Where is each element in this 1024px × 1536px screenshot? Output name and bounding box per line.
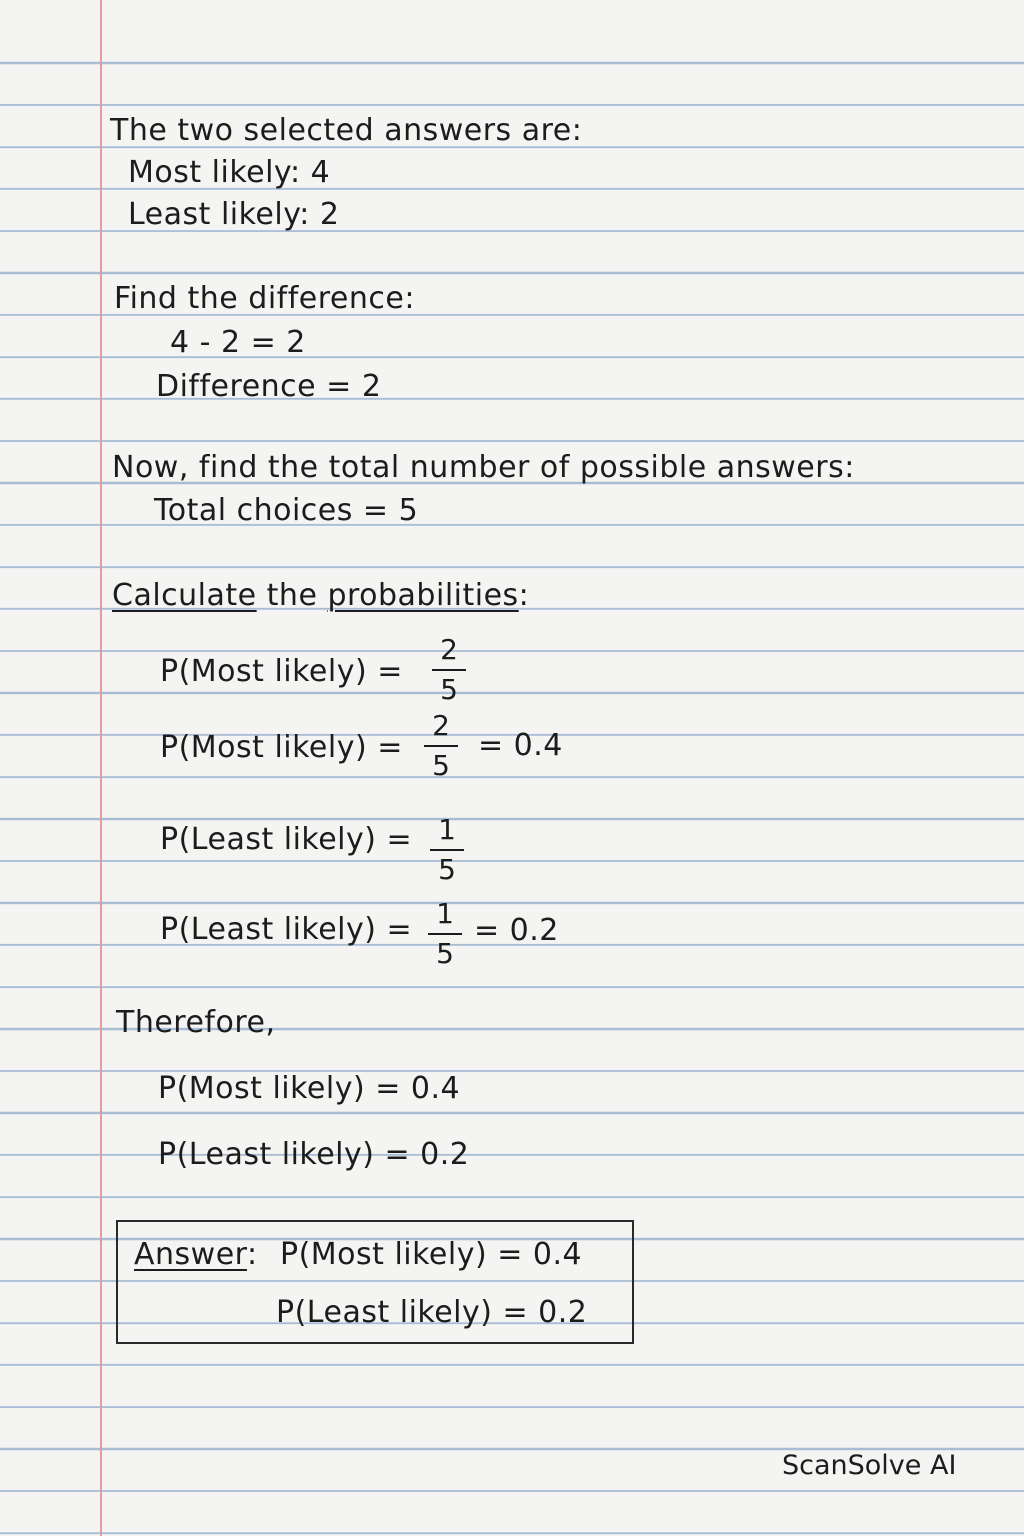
fraction-denominator: 5 — [436, 937, 454, 970]
p-least-lhs-1: P(Least likely) = — [160, 822, 413, 857]
p-most-lhs-2: P(Most likely) = — [160, 730, 403, 765]
conclusion-most: P(Most likely) = 0.4 — [158, 1071, 461, 1106]
brand-label: ScanSolve AI — [782, 1450, 957, 1481]
fraction-denominator: 5 — [438, 853, 456, 886]
intro-heading: The two selected answers are: — [110, 113, 583, 148]
probabilities-heading — [112, 578, 530, 613]
fraction-numerator: 2 — [440, 633, 458, 666]
p-least-lhs-2: P(Least likely) = — [160, 912, 413, 947]
notebook-margin-line — [100, 0, 102, 1536]
total-heading: Now, find the total number of possible answers: — [112, 450, 855, 485]
heading-the: the — [256, 578, 328, 613]
fraction-numerator: 1 — [438, 813, 456, 846]
answer-label-text: Answer — [134, 1237, 247, 1272]
p-most-value: = 0.4 — [478, 728, 563, 763]
p-least-value: = 0.2 — [474, 913, 559, 948]
fraction-numerator: 1 — [436, 897, 454, 930]
difference-heading: Find the difference: — [114, 281, 415, 316]
p-most-lhs-1: P(Most likely) = — [160, 654, 403, 689]
fraction-least-1 — [430, 813, 464, 886]
fraction-bar — [428, 933, 462, 935]
answer-line-least: P(Least likely) = 0.2 — [276, 1295, 588, 1330]
fraction-least-2 — [428, 897, 462, 970]
fraction-bar — [432, 669, 466, 671]
fraction-bar — [424, 745, 458, 747]
difference-result: Difference = 2 — [156, 369, 382, 404]
most-likely-line: Most likely: 4 — [128, 155, 331, 190]
answer-label — [134, 1237, 258, 1272]
fraction-most-1 — [432, 633, 466, 706]
conclusion-least: P(Least likely) = 0.2 — [158, 1137, 470, 1172]
least-likely-line: Least likely: 2 — [128, 197, 340, 232]
total-result: Total choices = 5 — [154, 493, 419, 528]
fraction-denominator: 5 — [432, 749, 450, 782]
conclusion-heading: Therefore, — [116, 1005, 276, 1040]
fraction-bar — [430, 849, 464, 851]
answer-line-most: P(Most likely) = 0.4 — [280, 1237, 583, 1272]
fraction-denominator: 5 — [440, 673, 458, 706]
fraction-most-2 — [424, 709, 458, 782]
heading-probabilities: probabilities — [327, 578, 519, 613]
heading-calculate: Calculate — [112, 578, 257, 613]
difference-equation: 4 - 2 = 2 — [170, 325, 306, 360]
answer-label-colon: : — [246, 1237, 258, 1272]
heading-colon: : — [518, 578, 530, 613]
fraction-numerator: 2 — [432, 709, 450, 742]
